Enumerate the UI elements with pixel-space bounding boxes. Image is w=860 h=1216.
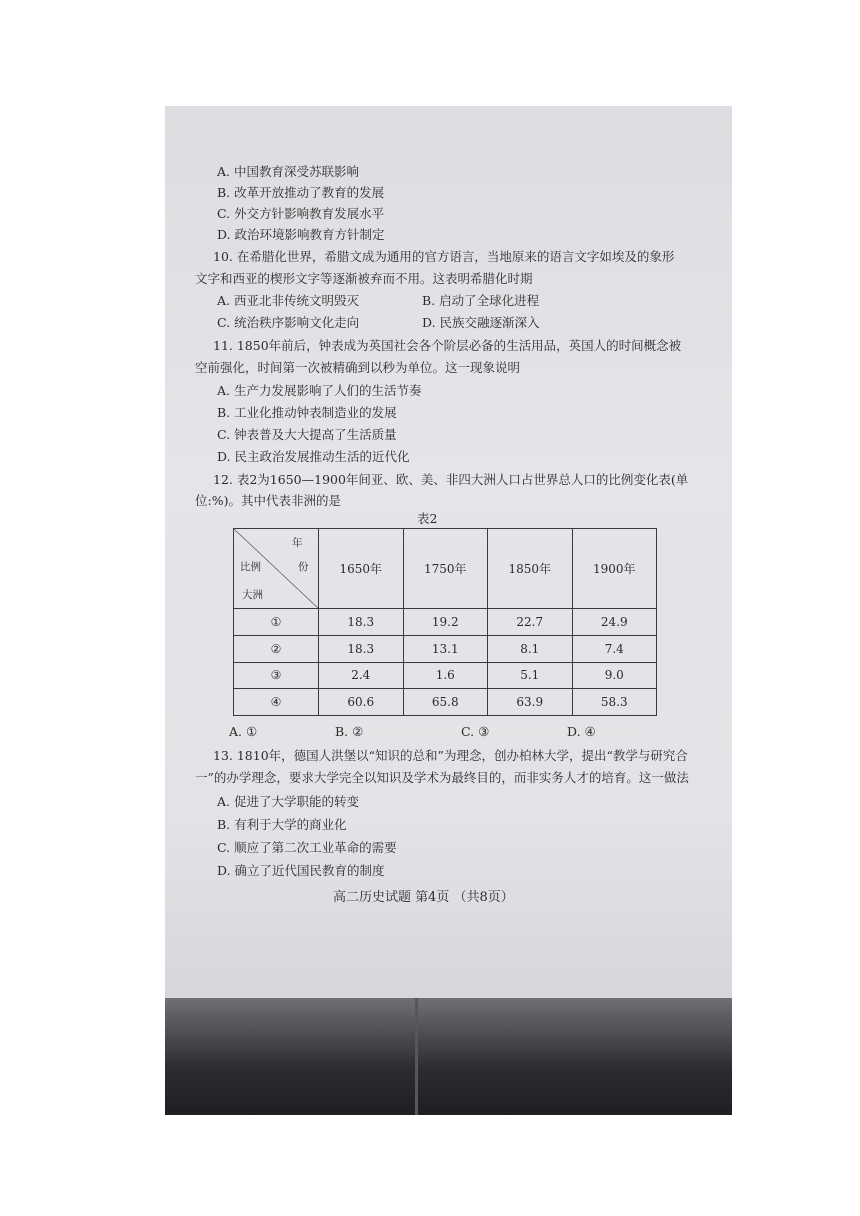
table-cell: 63.9 — [488, 689, 573, 716]
table-row — [234, 635, 657, 662]
q12-option-a: A. ① — [229, 724, 258, 739]
header-fen-label: 份 — [298, 561, 309, 573]
q9-option-c: C. 外交方针影响教育发展水平 — [217, 206, 385, 221]
table-cell: 1.6 — [403, 662, 488, 689]
table-cell: 13.1 — [403, 635, 488, 662]
table-row — [234, 662, 657, 689]
header-year-label: 年 — [292, 537, 303, 549]
table-cell: 60.6 — [319, 689, 404, 716]
q13-stem-line1: 13. 1810年，德国人洪堡以“知识的总和”为理念，创办柏林大学，提出“教学与研究合 — [213, 748, 688, 763]
row-label: ④ — [234, 689, 319, 716]
population-table — [233, 528, 657, 716]
q13-option-a: A. 促进了大学职能的转变 — [217, 794, 359, 809]
q10-stem-line2: 文字和西亚的楔形文字等逐渐被弃而不用。这表明希腊化时期 — [195, 271, 533, 286]
table-cell: 18.3 — [319, 635, 404, 662]
row-label: ② — [234, 635, 319, 662]
q13-stem-line2: 一”的办学理念，要求大学完全以知识及学术为最终目的，而非实务人才的培育。这一做法 — [195, 770, 689, 785]
q10-stem-line1: 10. 在希腊化世界，希腊文成为通用的官方语言，当地原来的语言文字如埃及的象形 — [213, 249, 675, 264]
table-cell: 22.7 — [488, 609, 573, 636]
header-ratio-label: 比例 — [240, 561, 261, 573]
q10-option-d: D. 民族交融逐渐深入 — [422, 315, 540, 330]
table-corner-cell — [234, 529, 319, 609]
year-header: 1900年 — [572, 529, 657, 609]
table-header-row — [234, 529, 657, 609]
table-cell: 5.1 — [488, 662, 573, 689]
q12-option-c: C. ③ — [461, 724, 490, 739]
table-cell: 8.1 — [488, 635, 573, 662]
year-header: 1650年 — [319, 529, 404, 609]
table-cell: 7.4 — [572, 635, 657, 662]
exam-page — [165, 106, 732, 998]
table-caption: 表2 — [417, 511, 438, 526]
row-label: ③ — [234, 662, 319, 689]
header-continent-label: 大洲 — [242, 589, 263, 601]
q9-option-b: B. 改革开放推动了教育的发展 — [217, 185, 385, 200]
q12-option-d: D. ④ — [567, 724, 596, 739]
table-cell: 58.3 — [572, 689, 657, 716]
row-label: ① — [234, 609, 319, 636]
q11-option-b: B. 工业化推动钟表制造业的发展 — [217, 405, 397, 420]
document-photo — [165, 106, 732, 1115]
table-cell: 19.2 — [403, 609, 488, 636]
table-row — [234, 689, 657, 716]
q10-option-a: A. 西亚北非传统文明毁灭 — [217, 293, 359, 308]
q13-option-d: D. 确立了近代国民教育的制度 — [217, 863, 385, 878]
q10-option-c: C. 统治秩序影响文化走向 — [217, 315, 360, 330]
year-header: 1850年 — [488, 529, 573, 609]
q11-option-d: D. 民主政治发展推动生活的近代化 — [217, 449, 410, 464]
table-cell: 9.0 — [572, 662, 657, 689]
q13-option-b: B. 有利于大学的商业化 — [217, 817, 347, 832]
q9-option-a: A. 中国教育深受苏联影响 — [217, 164, 359, 179]
table-row — [234, 609, 657, 636]
table-cell: 65.8 — [403, 689, 488, 716]
table-cell: 18.3 — [319, 609, 404, 636]
year-header: 1750年 — [403, 529, 488, 609]
q12-stem-line2: 位:%)。其中代表非洲的是 — [195, 493, 341, 508]
q12-stem-line1: 12. 表2为1650—1900年间亚、欧、美、非四大洲人口占世界总人口的比例变化表(单 — [213, 472, 689, 487]
dark-background — [165, 998, 732, 1115]
q9-option-d: D. 政治环境影响教育方针制定 — [217, 227, 385, 242]
q13-option-c: C. 顺应了第二次工业革命的需要 — [217, 840, 397, 855]
q11-option-c: C. 钟表普及大大提高了生活质量 — [217, 427, 397, 442]
q12-option-b: B. ② — [335, 724, 364, 739]
q11-stem-line2: 空前强化，时间第一次被精确到以秒为单位。这一现象说明 — [195, 360, 521, 375]
q11-stem-line1: 11. 1850年前后，钟表成为英国社会各个阶层必备的生活用品，英国人的时间概念被 — [213, 338, 682, 353]
q11-option-a: A. 生产力发展影响了人们的生活节奏 — [217, 383, 422, 398]
q10-option-b: B. 启动了全球化进程 — [422, 293, 540, 308]
table-cell: 24.9 — [572, 609, 657, 636]
page-footer: 高二历史试题 第4页 （共8页） — [333, 890, 514, 905]
table-cell: 2.4 — [319, 662, 404, 689]
fabric-fold — [415, 998, 418, 1115]
